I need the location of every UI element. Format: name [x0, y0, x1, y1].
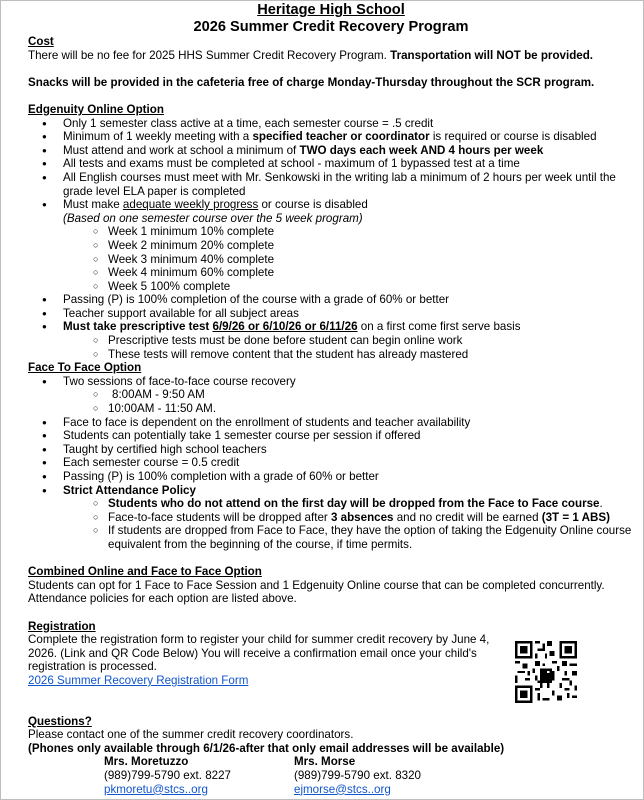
- questions-text: Please contact one of the summer credit recovery coordinators.: [28, 728, 354, 742]
- list-item: ● Students can potentially take 1 semester course per session if offered: [28, 429, 634, 443]
- program-title: 2026 Summer Credit Recovery Program: [193, 18, 469, 35]
- sessions-list: [28, 388, 634, 415]
- contact-name: Mrs. Morse: [294, 755, 356, 769]
- f2f-heading: Face To Face Option: [28, 361, 142, 375]
- contact-phone: (989)799-5790 ext. 8227: [104, 769, 231, 783]
- registration-form-link[interactable]: 2026 Summer Recovery Registration Form: [28, 673, 249, 687]
- list-item: ● Face to face is dependent on the enrollment of students and teacher availability: [28, 416, 634, 430]
- list-item: ○ 8:00AM - 9:50 AM: [108, 388, 634, 402]
- list-item: ○ These tests will remove content that the student has already mastered: [108, 348, 634, 362]
- attendance-list: [28, 497, 634, 551]
- list-item: ○ Students who do not attend on the first day will be dropped from the Face to Face course.: [108, 497, 634, 511]
- school-title: Heritage High School: [257, 2, 405, 18]
- edgenuity-list: [28, 117, 634, 362]
- list-item: ○ Week 4 minimum 60% complete: [108, 266, 634, 280]
- combined-heading: Combined Online and Face to Face Option: [28, 565, 262, 579]
- list-item: ● Must make adequate weekly progress or course is disabled (Based on one semester course over the 5 week program) ○ Week 1 minimum 10% complete ○ Week 2 minimum 20% complete ○ Week 3 minimum 40% complete ○ Week 4 minimum 60% complete ○ Week 5 100% complete: [28, 198, 634, 293]
- list-item: ● All English courses must meet with Mr. Senkowski in the writing lab a minimum of 2 hours per week until the grade level ELA paper is completed: [28, 171, 634, 198]
- contact-email-link[interactable]: ejmorse@stcs..org: [294, 782, 391, 796]
- contact-moretuzzo: [104, 755, 231, 796]
- list-item: ● Taught by certified high school teachers: [28, 443, 634, 457]
- list-item: ○ 10:00AM - 11:50 AM.: [108, 402, 634, 416]
- contact-phone: (989)799-5790 ext. 8320: [294, 769, 421, 783]
- list-item: ● Must attend and work at school a minimum of TWO days each week AND 4 hours per week: [28, 144, 634, 158]
- questions-heading: Questions?: [28, 714, 92, 728]
- list-item: ● Must take prescriptive test 6/9/26 or 6/10/26 or 6/11/26 on a first come first serve basis ○ Prescriptive tests must be done before student can begin online work ○ These tests will remove content that the student has already mastered: [28, 320, 634, 361]
- prescriptive-list: [28, 334, 634, 361]
- contact-email-link[interactable]: pkmoretu@stcs..org: [104, 782, 208, 796]
- list-item: ● Strict Attendance Policy ○ Students who do not attend on the first day will be dropped from the Face to Face course. ○ Face-to-face students will be dropped after 3 absences and no credit will be earned (3T = 1 ABS) ○ If students are dropped from Face to Face, they have the option of taking the Edgenuity Online course equivalent from the beginning of the course, if time permits.: [28, 484, 634, 552]
- list-item: ○ Week 3 minimum 40% complete: [108, 253, 634, 267]
- list-item: ○ Week 1 minimum 10% complete: [108, 225, 634, 239]
- cost-line: There will be no fee for 2025 HHS Summer Credit Recovery Program. Transportation will NOT be provided.: [28, 48, 594, 62]
- list-item: ● Only 1 semester class active at a time, each semester course = .5 credit: [28, 117, 634, 131]
- list-item: ● Two sessions of face-to-face course recovery ○ 8:00AM - 9:50 AM ○ 10:00AM - 11:50 AM.: [28, 375, 634, 416]
- snacks-line: Snacks will be provided in the cafeteria free of charge Monday-Thursday throughout the SCR program.: [28, 75, 595, 89]
- f2f-list: [28, 375, 634, 552]
- list-item: ○ Prescriptive tests must be done before student can begin online work: [108, 334, 634, 348]
- weekly-progress-list: [28, 225, 634, 293]
- list-item: ○ If students are dropped from Face to Face, they have the option of taking the Edgenuity Online course equivalent from the beginning of the course, if time permits.: [108, 524, 634, 551]
- edgenuity-heading: Edgenuity Online Option: [28, 102, 164, 116]
- combined-text: Students can opt for 1 Face to Face Session and 1 Edgenuity Online course that can be completed concurrently. Attendance policies for each option are listed above.: [28, 578, 605, 606]
- list-item: ○ Face-to-face students will be dropped after 3 absences and no credit will be earned (3T = 1 ABS): [108, 511, 634, 525]
- list-item: ○ Week 5 100% complete: [108, 280, 634, 294]
- registration-heading: Registration: [28, 619, 96, 633]
- cost-heading: Cost: [28, 35, 54, 48]
- phones-note: (Phones only available through 6/1/26-after that only email addresses will be available): [28, 741, 505, 755]
- list-item: ○ Week 2 minimum 20% complete: [108, 239, 634, 253]
- registration-text: Complete the registration form to register your child for summer credit recovery by June 4, 2026. (Link and QR Code Below) You will receive a confirmation email once your child's registration is processed.: [28, 633, 490, 674]
- list-item: ● Passing (P) is 100% completion of the course with a grade of 60% or better: [28, 293, 634, 307]
- contact-name: Mrs. Moretuzzo: [104, 755, 189, 769]
- list-item: ● Passing (P) is 100% completion with a grade of 60% or better: [28, 470, 634, 484]
- list-item: ● Minimum of 1 weekly meeting with a specified teacher or coordinator is required or course is disabled: [28, 130, 634, 144]
- list-item: ● All tests and exams must be completed at school - maximum of 1 bypassed test at a time: [28, 157, 634, 171]
- qr-code-icon[interactable]: [515, 641, 577, 703]
- list-item: ● Each semester course = 0.5 credit: [28, 456, 634, 470]
- list-item: ● Teacher support available for all subject areas: [28, 307, 634, 321]
- contact-morse: [294, 755, 421, 796]
- contacts: [28, 755, 634, 797]
